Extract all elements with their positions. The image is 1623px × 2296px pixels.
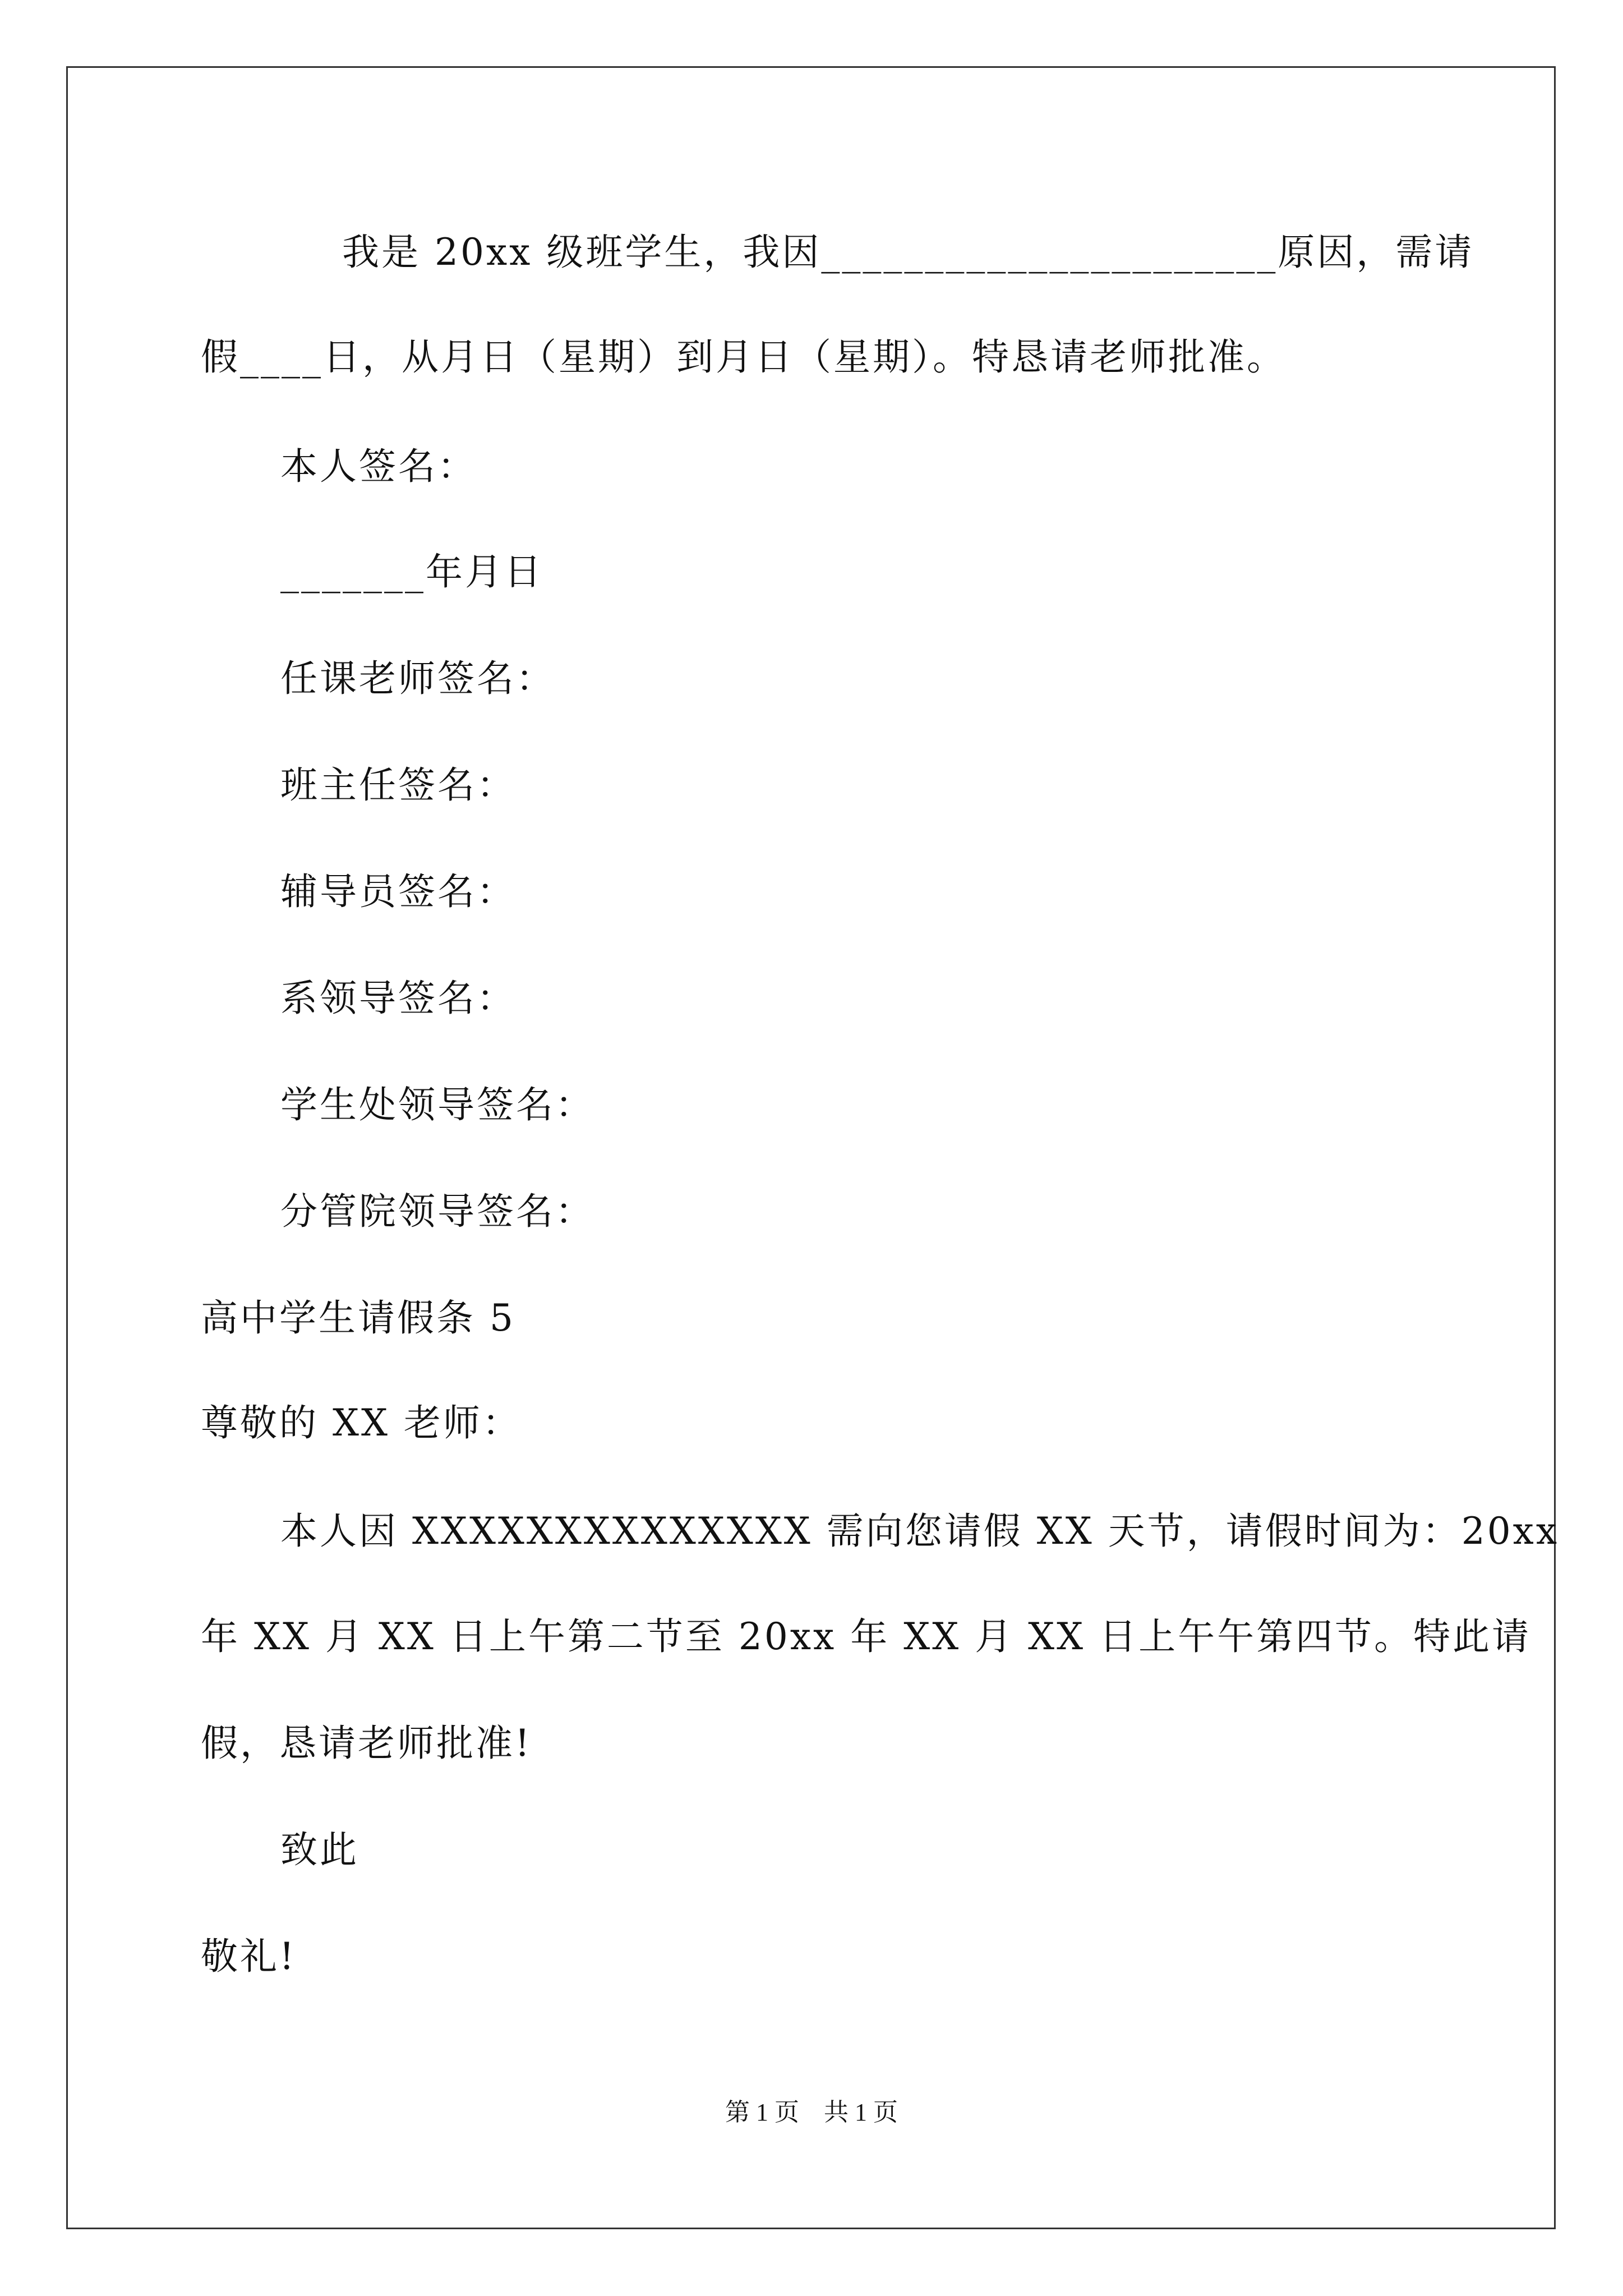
date-line: _______年月日 xyxy=(280,550,543,593)
closing-salute: 敬礼! xyxy=(201,1935,297,1978)
paragraph-line-2: 假____日，从月日（星期）到月日（星期）。特恳请老师批准。 xyxy=(201,335,1286,379)
teacher-signature-label: 任课老师签名： xyxy=(280,657,555,700)
counselor-signature-label: 辅导员签名： xyxy=(280,870,516,913)
body-line-3: 假，恳请老师批准! xyxy=(201,1722,532,1765)
section-title: 高中学生请假条 5 xyxy=(201,1296,515,1340)
page-border xyxy=(66,66,1556,2229)
student-signature-label: 本人签名： xyxy=(280,445,477,488)
department-leader-signature-label: 系领导签名： xyxy=(280,977,516,1020)
page-number: 第 1 页 共 1 页 xyxy=(725,2099,898,2126)
college-leader-signature-label: 分管院领导签名： xyxy=(280,1190,594,1233)
student-office-signature-label: 学生处领导签名： xyxy=(280,1083,594,1126)
paragraph-line-1: 我是 20xx 级班学生，我因______________________原因，需请 xyxy=(342,231,1474,274)
head-teacher-signature-label: 班主任签名： xyxy=(280,763,516,807)
closing-phrase: 致此 xyxy=(280,1828,359,1871)
body-line-2: 年 XX 月 XX 日上午第二节至 20xx 年 XX 月 XX 日上午午第四节。特此请 xyxy=(201,1615,1532,1658)
salutation: 尊敬的 XX 老师： xyxy=(201,1401,522,1444)
body-line-1: 本人因 XXXXXXXXXXXXXX 需向您请假 XX 天节，请假时间为：20xx xyxy=(280,1510,1560,1553)
